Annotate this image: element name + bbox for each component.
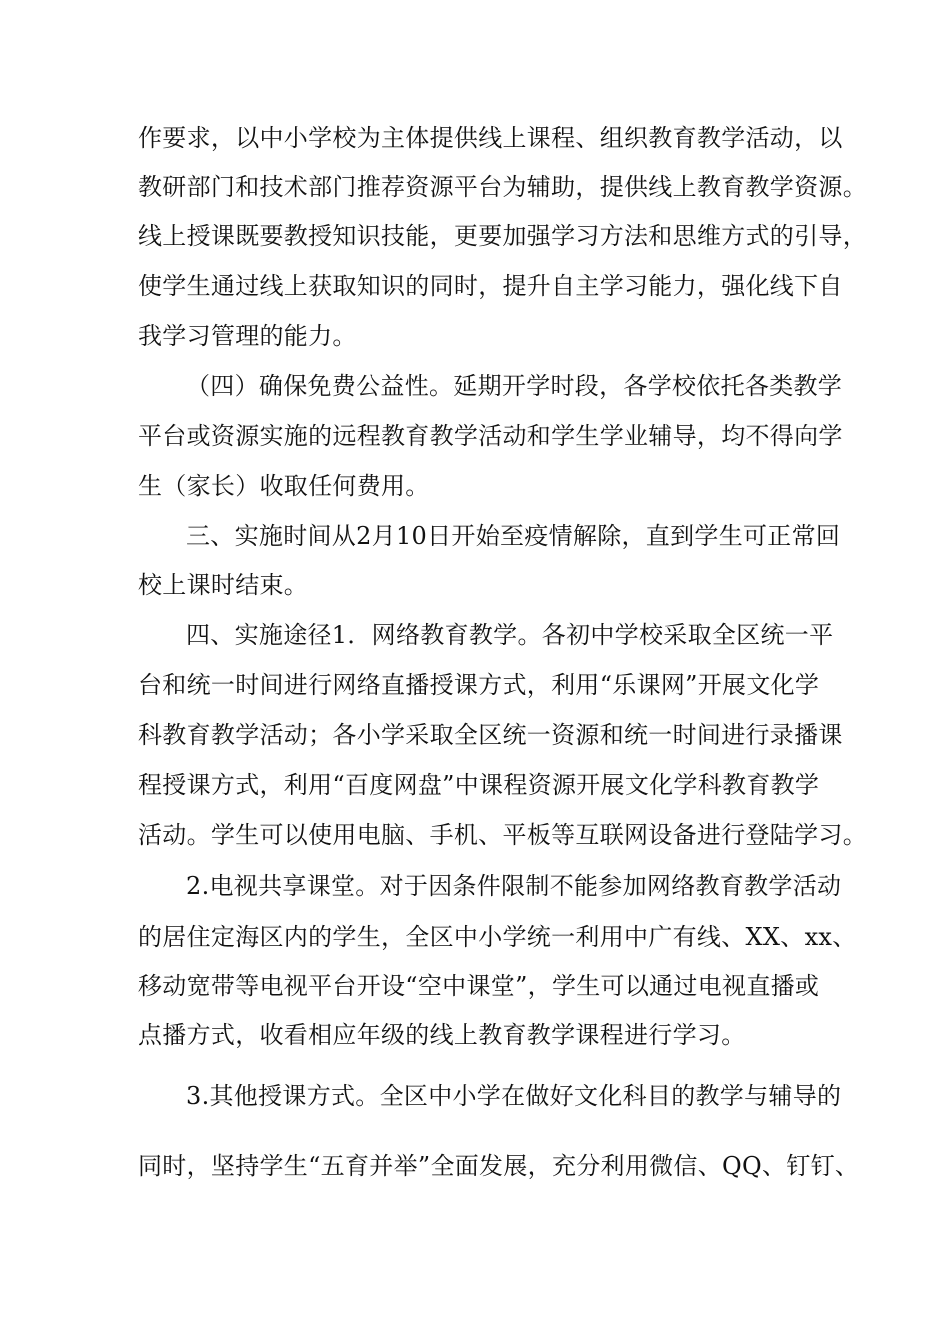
text-line-5: 我学习管理的能力。	[138, 322, 357, 350]
text-line-1: 作要求，以中小学校为主体提供线上课程、组织教育教学活动，以	[138, 124, 843, 152]
text-line-18: 移动宽带等电视平台开设“空中课堂”，学生可以通过电视直播或	[138, 972, 820, 1000]
text-line-3: 线上授课既要教授知识技能，更要加强学习方法和思维方式的引导，	[138, 222, 867, 250]
text-line-13: 科教育教学活动；各小学采取全区统一资源和统一时间进行录播课	[138, 721, 843, 749]
text-line-6: （四）确保免费公益性。延期开学时段，各学校依托各类教学	[186, 372, 843, 400]
text-line-2: 教研部门和技术部门推荐资源平台为辅助，提供线上教育教学资源。	[138, 173, 867, 201]
text-line-9: 三、实施时间从2月10日开始至疫情解除，直到学生可正常回	[186, 522, 841, 550]
text-line-12: 台和统一时间进行网络直播授课方式，利用“乐课网”开展文化学	[138, 671, 820, 699]
text-line-4: 使学生通过线上获取知识的同时，提升自主学习能力，强化线下自	[138, 272, 843, 300]
text-line-16: 2.电视共享课堂。对于因条件限制不能参加网络教育教学活动	[186, 872, 842, 900]
text-line-21: 同时，坚持学生“五育并举”全面发展，充分利用微信、QQ、钉钉、	[138, 1152, 860, 1180]
text-line-8: 生（家长）收取任何费用。	[138, 472, 430, 500]
text-line-20: 3.其他授课方式。全区中小学在做好文化科目的教学与辅导的	[186, 1082, 842, 1110]
text-line-11: 四、实施途径1．网络教育教学。各初中学校采取全区统一平	[186, 621, 834, 649]
text-line-14: 程授课方式，利用“百度网盘”中课程资源开展文化学科教育教学	[138, 771, 820, 799]
text-line-15: 活动。学生可以使用电脑、手机、平板等互联网设备进行登陆学习。	[138, 821, 867, 849]
text-line-7: 平台或资源实施的远程教育教学活动和学生学业辅导，均不得向学	[138, 422, 843, 450]
text-line-19: 点播方式，收看相应年级的线上教育教学课程进行学习。	[138, 1021, 746, 1049]
text-line-10: 校上课时结束。	[138, 571, 309, 599]
text-line-17: 的居住定海区内的学生，全区中小学统一利用中广有线、XX、xx、	[138, 923, 857, 951]
